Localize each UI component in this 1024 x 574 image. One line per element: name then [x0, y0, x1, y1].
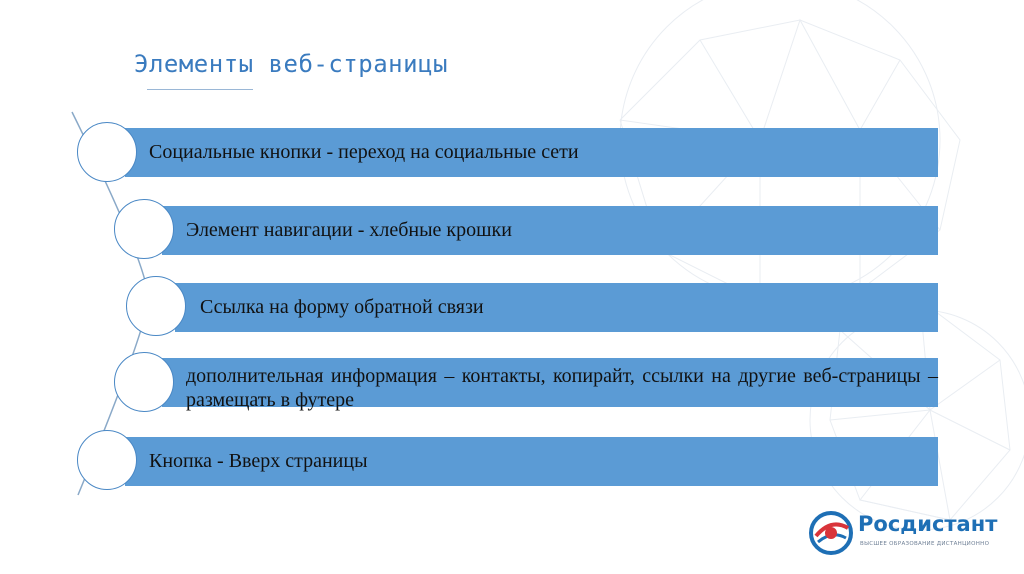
- logo-name: Росдистант: [858, 512, 998, 536]
- logo-emblem-icon: [808, 510, 854, 556]
- slide-title: Элементы веб-страницы: [134, 50, 448, 78]
- list-item-1: [125, 128, 938, 177]
- list-item-5-text: Кнопка - Вверх страницы: [149, 450, 368, 472]
- bullet-circle-4: [114, 352, 174, 412]
- list-item-5: [125, 437, 938, 486]
- bullet-circle-2: [114, 199, 174, 259]
- list-item-3-text: Ссылка на форму обратной связи: [200, 296, 484, 318]
- list-item-3: [175, 283, 938, 332]
- list-item-2: [162, 206, 938, 255]
- rosdistant-logo: [808, 508, 998, 558]
- bullet-circle-3: [126, 276, 186, 336]
- list-item-4-text: дополнительная информация – контакты, копирайт, ссылки на другие веб-страницы – размещать в футере: [186, 365, 938, 411]
- logo-tagline: ВЫСШЕЕ ОБРАЗОВАНИЕ ДИСТАНЦИОННО: [860, 541, 990, 547]
- bullet-circle-1: [77, 122, 137, 182]
- list-item-2-text: Элемент навигации - хлебные крошки: [186, 219, 512, 241]
- bullet-circle-5: [77, 430, 137, 490]
- list-item-1-text: Социальные кнопки - переход на социальные сети: [149, 141, 579, 163]
